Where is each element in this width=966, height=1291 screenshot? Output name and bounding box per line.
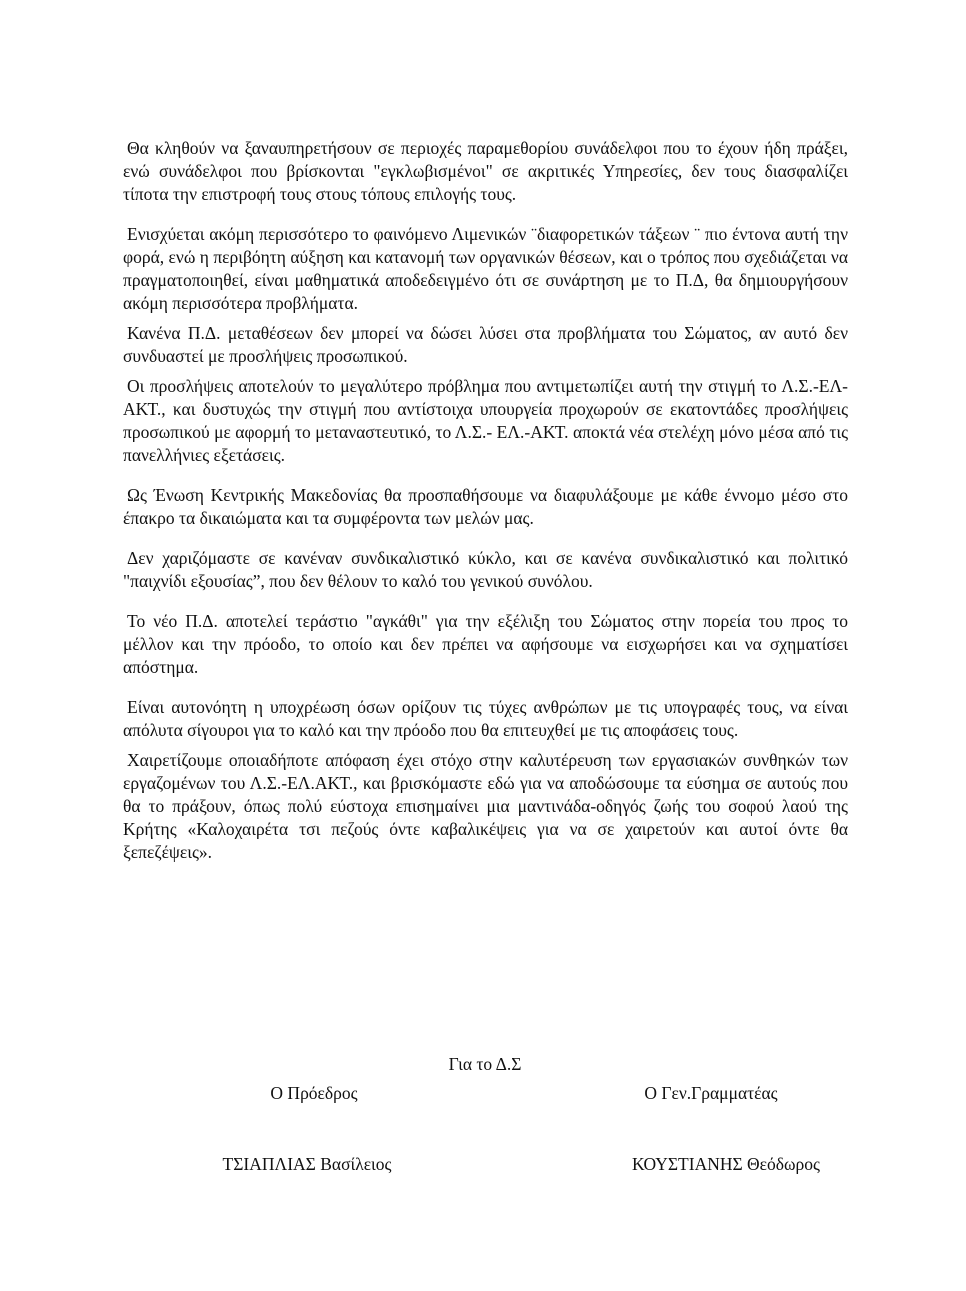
- on-behalf-label: Για το Δ.Σ: [448, 1054, 522, 1074]
- letter-body: [123, 137, 848, 864]
- president-title: Ο Πρόεδρος: [270, 1083, 358, 1103]
- paragraph-classes: Ενισχύεται ακόμη περισσότερο το φαινόμενο Λιμενικών ¨διαφορετικών τάξεων ¨ πιο έντονα αυτή την φορά, ενώ η περιβόητη αύξηση και κατανομή των οργανικών θέσεων, και ο τρόπος που σχεδιάζεται να πραγματοποιηθεί, είναι μαθηματικά αποδεδειγμένο ότι σε συνάρτηση με το Π.Δ, θα δημιουργήσουν ακόμη περισσότερα προβλήματα.: [123, 224, 848, 313]
- paragraph-reassignment: Θα κληθούν να ξαναυπηρετήσουν σε περιοχές παραμεθορίου συνάδελφοι που το έχουν ήδη πράξει, ενώ συνάδελφοι που βρίσκονται "εγκλωβισμένοι" σε ακριτικές Υπηρεσίες, δεν τους διασφαλίζει τίποτα την επιστροφή τους στους τόπους επιλογής τους.: [123, 138, 848, 204]
- paragraph-no-favors: Δεν χαριζόμαστε σε κανέναν συνδικαλιστικό κύκλο, και σε κανένα συνδικαλιστικό και πολιτικό "παιχνίδι εξουσίας”, που δεν θέλουν το καλό του γενικού συνόλου.: [123, 548, 848, 591]
- paragraph-recruitment: Οι προσλήψεις αποτελούν το μεγαλύτερο πρόβλημα που αντιμετωπίζει αυτή την στιγμή το Λ.Σ.-ΕΛ-ΑΚΤ., και δυστυχώς την στιγμή που αντίστοιχα υπουργεία προχωρούν σε εκατοντάδες προσλήψεις προσωπικού με αφορμή το μεταναστευτικό, το Λ.Σ.- ΕΛ.-ΑΚΤ. αποκτά νέα στελέχη μόνο μέσα από τις πανελλήνιες εξετάσεις.: [123, 376, 848, 465]
- paragraph-union-stance: Ως Ένωση Κεντρικής Μακεδονίας θα προσπαθήσουμε να διαφυλάξουμε με κάθε έννομο μέσο στο έπακρο τα δικαιώματα και τα συμφέροντα των μελών μας.: [123, 485, 848, 528]
- paragraph-closing: Χαιρετίζουμε οποιαδήποτε απόφαση έχει στόχο στην καλυτέρευση των εργασιακών συνθηκών των εργαζομένων του Λ.Σ.-ΕΛ.ΑΚΤ., και βρισκόμαστε εδώ για να αποδώσουμε τα εύσημα σε αυτούς που θα το πράξουν, όπως πολύ εύστοχα επισημαίνει μια μαντινάδα-οδηγός ζωής του σοφού λαού της Κρήτης «Καλοχαιρέτα τσι πεζούς όντε καβαλικέψεις για να σε χαιρετούν και αυτοί όντε θα ξεπεζέψεις».: [123, 750, 848, 862]
- paragraph-obligation: Είναι αυτονόητη η υποχρέωση όσων ορίζουν τις τύχες ανθρώπων με τις υπογραφές τους, να είναι απόλυτα σίγουροι για το καλό και την πρόοδο που θα επιτευχθεί με τις αποφάσεις τους.: [123, 697, 848, 740]
- paragraph-transfers: Κανένα Π.Δ. μεταθέσεων δεν μπορεί να δώσει λύσει στα προβλήματα του Σώματος, αν αυτό δεν συνδυαστεί με προσλήψεις προσωπικού.: [123, 323, 848, 366]
- secretary-name: ΚΟΥΣΤΙΑΝΗΣ Θεόδωρος: [632, 1154, 820, 1174]
- paragraph-new-decree: Το νέο Π.Δ. αποτελεί τεράστιο "αγκάθι" για την εξέλιξη του Σώματος στην πορεία του προς το μέλλον και την πρόοδο, το οποίο και δεν πρέπει να αφήσουμε να εισχωρήσει και να σχηματίσει απόστημα.: [123, 611, 848, 677]
- president-name: ΤΣΙΑΠΛΙΑΣ Βασίλειος: [222, 1154, 392, 1174]
- secretary-title: Ο Γεν.Γραμματέας: [644, 1083, 778, 1103]
